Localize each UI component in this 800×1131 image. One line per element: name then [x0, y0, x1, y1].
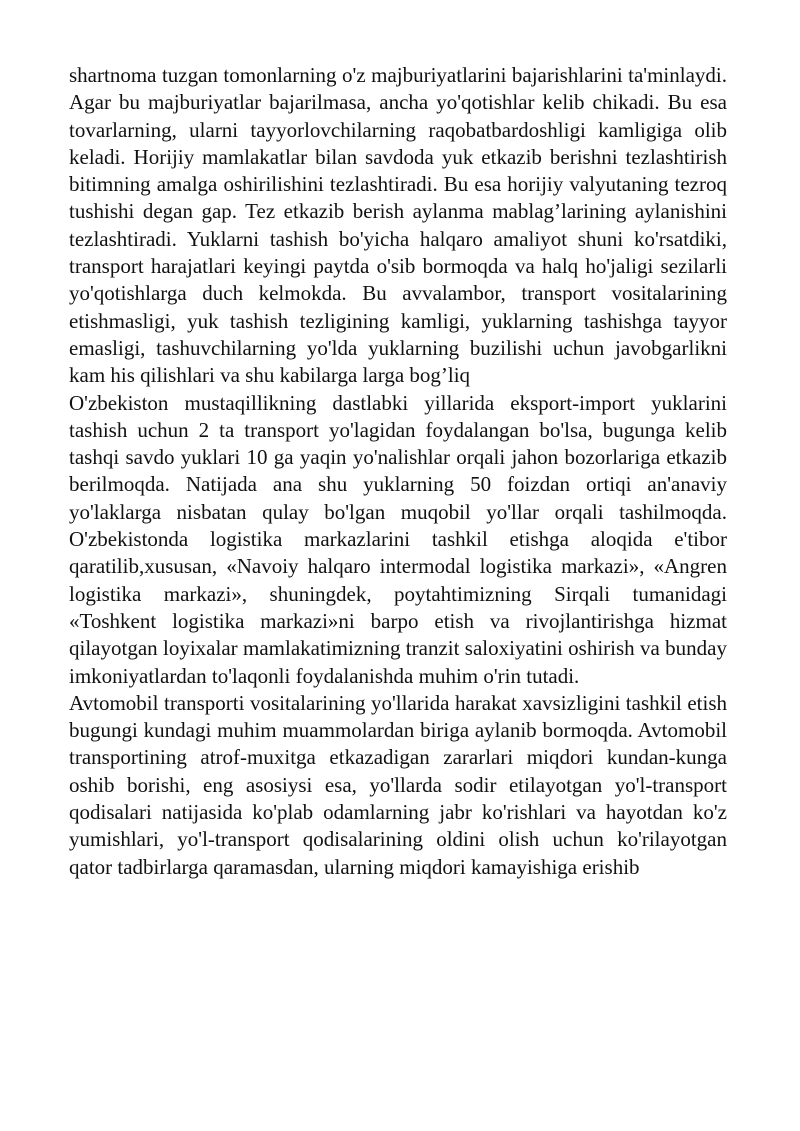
- paragraph-road-safety: Avtomobil transporti vositalarining yo'llarida harakat xavsizligini tashkil etish bugungi kundagi muhim muammolardan biriga aylanib bormoqda. Avtomobil transportining atrof-muxitga etkazadigan zararlari miqdori kundan-kunga oshib borishi, eng asosiysi esa, yo'llarda sodir etilayotgan yo'l-transport qodisalari natijasida ko'plab odamlarning jabr ko'rishlari va hayotdan ko'z yumishlari, yo'l-transport qodisalarining oldini olish uchun ko'rilayotgan qator tadbirlarga qaramasdan, ularning miqdori kamayishiga erishib: [69, 690, 727, 879]
- document-body: [69, 62, 727, 881]
- paragraph-continuation: shartnoma tuzgan tomonlarning o'z majburiyatlarini bajarishlarini ta'minlaydi. Agar bu majburiyatlar bajarilmasa, ancha yo'qotishlar kelib chikadi. Bu esa tovarlarning, ularni tayyorlovchilarning raqobatbardoshligi kamligiga olib keladi. Horijiy mamlakatlar bilan savdoda yuk etkazib berishni tezlashtirish bitimning amalga oshirilishini tezlashtiradi. Bu esa horijiy valyutaning tezroq tushishi degan gap. Tez etkazib berish aylanma mablag’larining aylanishini tezlashtiradi. Yuklarni tashish bo'yicha halqaro amaliyot shuni ko'rsatdiki, transport harajatlari keyingi paytda o'sib bormoqda va halq ho'jaligi sezilarli yo'qotishlarga duch kelmokda. Bu avvalambor, transport vositalarining etishmasligi, yuk tashish tezligining kamligi, yuklarning tashishga tayyor emasligi, tashuvchilarning yo'lda yuklarning buzilishi uchun javobgarlikni kam his qilishlari va shu kabilarga larga bog’liq: [69, 63, 727, 388]
- paragraph-uzbekistan-logistics: O'zbekiston mustaqillikning dastlabki yillarida eksport-import yuklarini tashish uchun 2 ta transport yo'lagidan foydalangan bo'lsa, bugunga kelib tashqi savdo yuklari 10 ga yaqin yo'nalishlar orqali jahon bozorlariga etkazib berilmoqda. Natijada ana shu yuklarning 50 foizdan ortiqi an'anaviy yo'laklarga nisbatan qulay bo'lgan muqobil yo'llar orqali tashilmoqda. O'zbekistonda logistika markazlarini tashkil etishga aloqida e'tibor qaratilib,xususan, «Navoiy halqaro intermodal logistika markazi», «Angren logistika markazi», shuningdek, poytahtimizning Sirqali tumanidagi «Toshkent logistika markazi»ni barpo etish va rivojlantirishga hizmat qilayotgan loyixalar mamlakatimizning tranzit saloxiyatini oshirish va bunday imkoniyatlardan to'laqonli foydalanishda muhim o'rin tutadi.: [69, 390, 727, 688]
